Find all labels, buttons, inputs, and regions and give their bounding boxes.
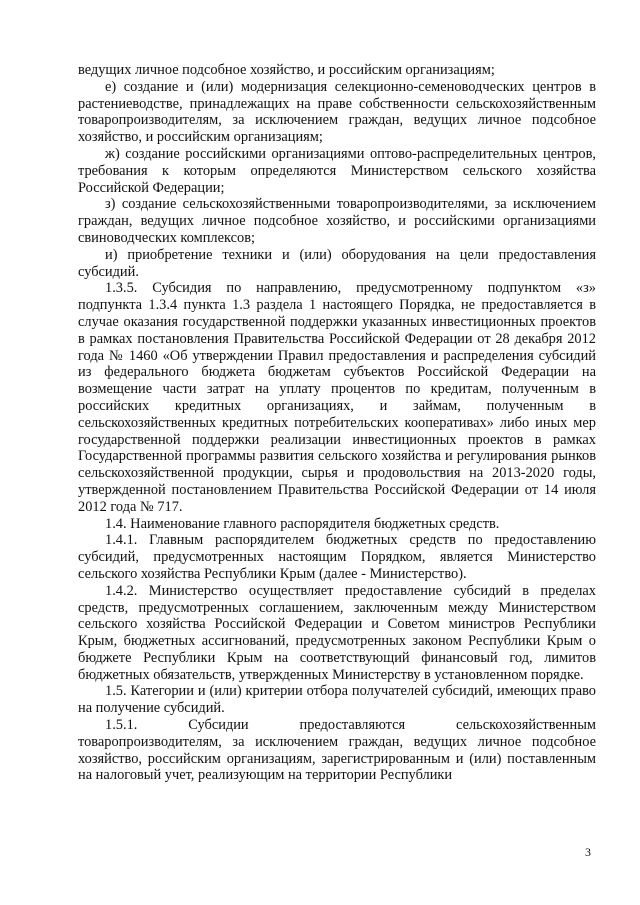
- paragraph: з) создание сельскохозяйственными товаропроизводителями, за исключением граждан, ведущих личное подсобное хозяйство, и российскими организациями свиноводческих комплексов;: [78, 196, 596, 246]
- paragraph: 1.5.1. Субсидии предоставляются сельскохозяйственным товаропроизводителям, за исключением граждан, ведущих личное подсобное хозяйство, российским организациям, зарегистрированным и (или) поставленным на налоговый учет, реализующим на территории Республики: [78, 717, 596, 784]
- paragraph: 1.4.1. Главным распорядителем бюджетных средств по предоставлению субсидий, предусмотренных настоящим Порядком, является Министерство сельского хозяйства Республики Крым (далее - Министерство).: [78, 532, 596, 582]
- paragraph: 1.5. Категории и (или) критерии отбора получателей субсидий, имеющих право на получение субсидий.: [78, 683, 596, 717]
- paragraph: ведущих личное подсобное хозяйство, и российским организациям;: [78, 62, 495, 78]
- paragraph: ж) создание российскими организациями оптово-распределительных центров, требования к которым определяются Министерством сельского хозяйства Российской Федерации;: [78, 145, 596, 196]
- paragraph: 1.4. Наименование главного распорядителя бюджетных средств.: [105, 515, 500, 532]
- document-body: [78, 62, 596, 784]
- paragraph: е) создание и (или) модернизация селекционно-семеноводческих центров в растениеводстве, принадлежащих на праве собственности сельскохозяйственным товаропроизводителям, за исключением граждан, ведущих личное подсобное хозяйство, и российским организациям;: [78, 78, 596, 146]
- page-number: 3: [585, 845, 591, 859]
- paragraph: и) приобретение техники и (или) оборудования на цели предоставления субсидий.: [78, 246, 596, 280]
- paragraph: 1.4.2. Министерство осуществляет предоставление субсидий в пределах средств, предусмотренных соглашением, заключенным между Министерством сельского хозяйства Российской Федерации и Советом министров Республики Крым, бюджетных ассигнований, предусмотренных законом Республики Крым о бюджете Республики Крым на соответствующий финансовый год, лимитов бюджетных обязательств, утвержденных Министерству в установленном порядке.: [78, 582, 596, 683]
- paragraph: 1.3.5. Субсидия по направлению, предусмотренному подпунктом «з» подпункта 1.3.4 пункта 1.3 раздела 1 настоящего Порядка, не предоставляется в случае оказания государственной поддержки указанных инвестиционных проектов в рамках постановления Правительства Российской Федерации от 28 декабря 2012 года № 1460 «Об утверждении Правил предоставления и распределения субсидий из федерального бюджета бюджетам субъектов Российской Федерации на возмещение части затрат на уплату процентов по кредитам, полученным в российских кредитных организациях, и займам, полученным в сельскохозяйственных кредитных потребительских кооперативах» либо иных мер государственной поддержки реализации инвестиционных проектов в рамках Государственной программы развития сельского хозяйства и регулирования рынков сельскохозяйственной продукции, сырья и продовольствия на 2013-2020 годы, утвержденной постановлением Правительства Российской Федерации от 14 июля 2012 года № 717.: [78, 280, 596, 515]
